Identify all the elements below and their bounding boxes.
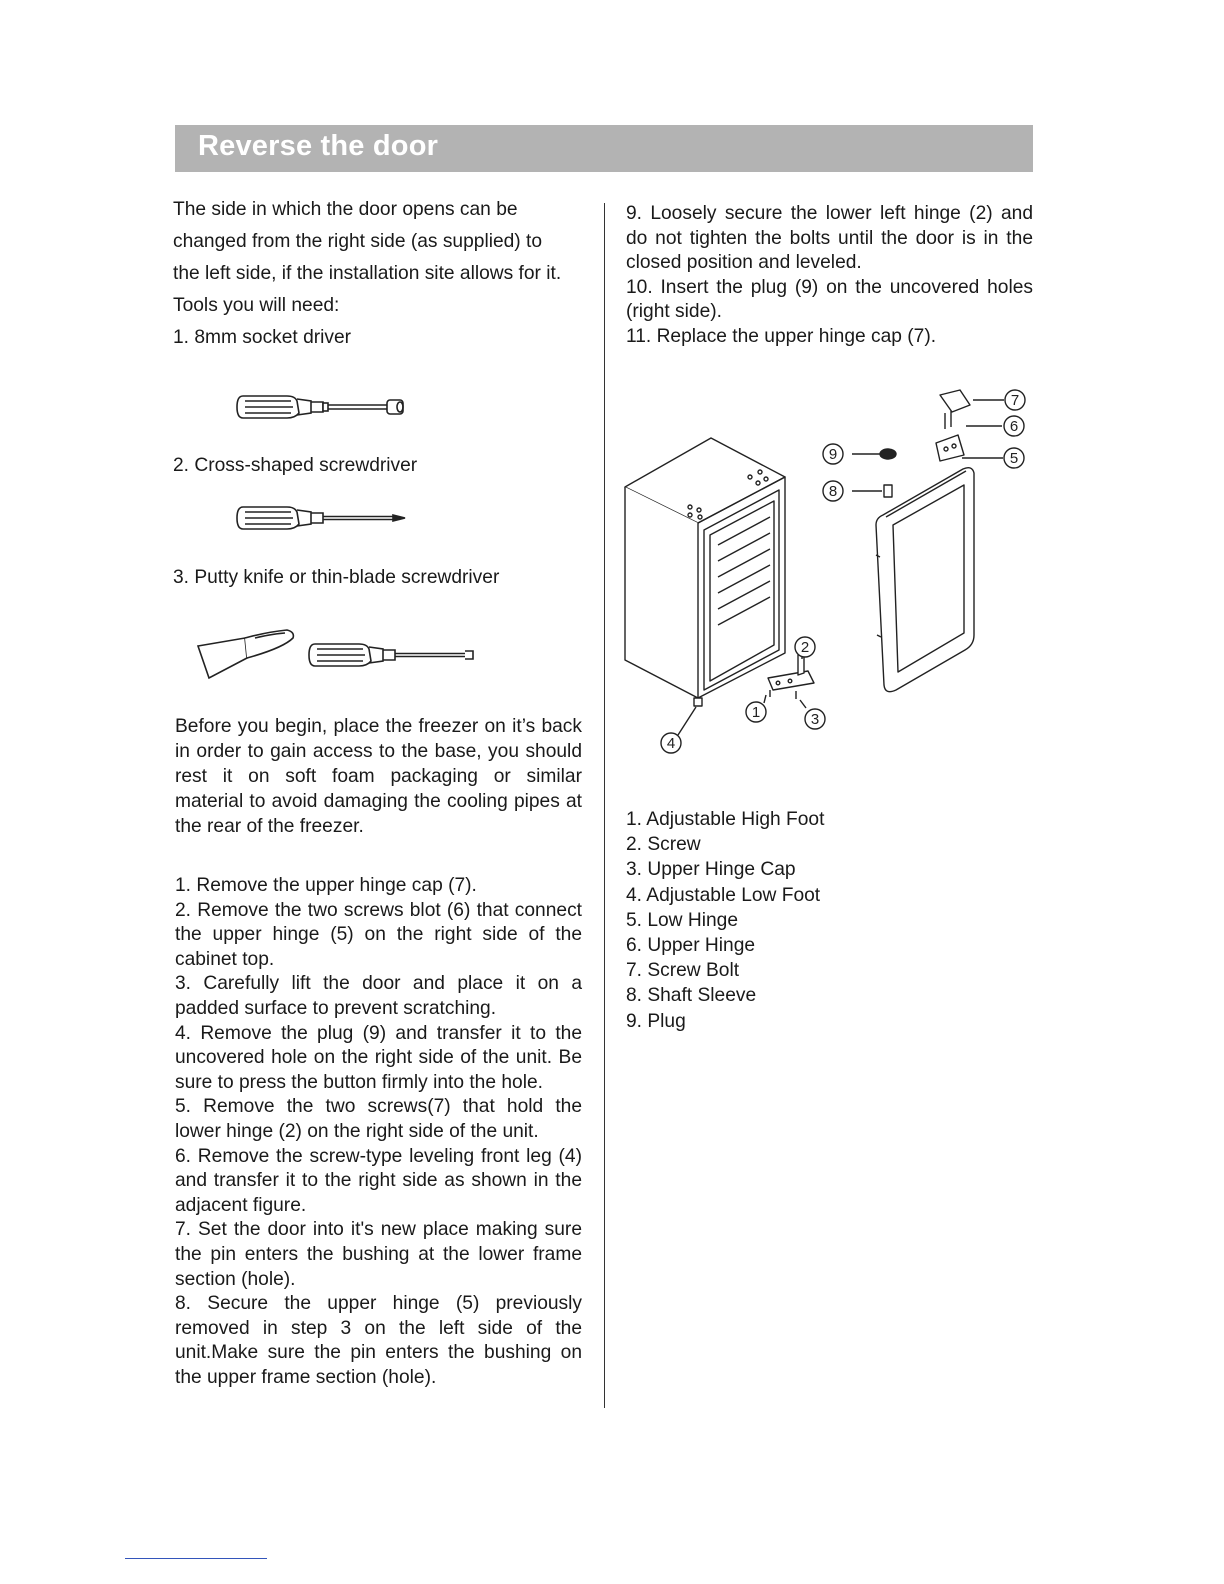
step-item: 3. Carefully lift the door and place it on a padded surface to prevent scratching.: [175, 973, 582, 1019]
steps-left: [175, 874, 582, 1390]
tool-label: 2. Cross-shaped screwdriver: [173, 455, 418, 476]
callout-3: 3: [810, 711, 820, 728]
legend-item: 9. Plug: [626, 1010, 686, 1032]
parts-legend: [626, 807, 824, 1034]
step-item: 10. Insert the plug (9) on the uncovered holes (right side).: [626, 276, 1033, 323]
legend-item: 2. Screw: [626, 834, 701, 856]
callout-6: 6: [1009, 418, 1019, 435]
intro-line: changed from the right side (as supplied) to: [173, 231, 543, 252]
footer-rule: [125, 1558, 267, 1559]
legend-item: 1. Adjustable High Foot: [626, 809, 825, 830]
intro-line: the left side, if the installation site allows for it.: [173, 263, 562, 284]
callout-7: 7: [1010, 392, 1020, 409]
steps-right: [626, 202, 1033, 350]
callout-4: 4: [666, 735, 676, 752]
callout-9: 9: [828, 446, 838, 463]
callout-1: 1: [751, 704, 761, 721]
step-item: 1. Remove the upper hinge cap (7).: [175, 875, 477, 896]
door-reversal-diagram: [618, 385, 1038, 760]
intro-line: Tools you will need:: [173, 295, 340, 316]
legend-item: 6. Upper Hinge: [626, 935, 756, 957]
legend-item: 8. Shaft Sleeve: [626, 985, 757, 1007]
putty-knife-icon: [195, 626, 485, 684]
section-header: [175, 125, 1033, 172]
before-begin-paragraph: Before you begin, place the freezer on it’s back in order to gain access to the base, you should rest it on soft foam packaging or similar material to avoid damaging the cooling pipes at the rear of the freezer.: [175, 716, 582, 837]
column-divider: [604, 203, 605, 1408]
callout-2: 2: [800, 639, 810, 656]
legend-item: 7. Screw Bolt: [626, 960, 740, 982]
step-item: 6. Remove the screw-type leveling front leg (4) and transfer it to the right side as shown in the adjacent figure.: [175, 1145, 582, 1216]
tool-label: 3. Putty knife or thin-blade screwdriver: [173, 567, 500, 588]
step-item: 2. Remove the two screws blot (6) that connect the upper hinge (5) on the right side of the cabinet top.: [175, 899, 582, 970]
legend-item: 4. Adjustable Low Foot: [626, 884, 821, 906]
callout-8: 8: [828, 483, 838, 500]
callout-5: 5: [1009, 450, 1019, 467]
step-item: 4. Remove the plug (9) and transfer it to the uncovered hole on the right side of the unit. Be sure to press the button firmly into the hole.: [175, 1022, 582, 1093]
socket-driver-icon: [235, 392, 410, 422]
step-item: 5. Remove the two screws(7) that hold the lower hinge (2) on the right side of the unit.: [175, 1096, 582, 1142]
step-item: 9. Loosely secure the lower left hinge (2) and do not tighten the bolts until the door is in the closed position and leveled.: [626, 203, 1033, 274]
step-item: 7. Set the door into it's new place making sure the pin enters the bushing at the lower frame section (hole).: [175, 1219, 582, 1290]
tool-label: 1. 8mm socket driver: [173, 327, 352, 348]
step-item: 8. Secure the upper hinge (5) previously removed in step 3 on the left side of the unit.Make sure the pin enters the bushing on the upper frame section (hole).: [175, 1293, 582, 1388]
legend-item: 5. Low Hinge: [626, 909, 738, 931]
intro-line: The side in which the door opens can be: [173, 199, 518, 220]
step-item: 11. Replace the upper hinge cap (7).: [626, 325, 937, 347]
section-title: Reverse the door: [198, 130, 439, 162]
phillips-screwdriver-icon: [235, 503, 410, 533]
legend-item: 3. Upper Hinge Cap: [626, 859, 796, 881]
